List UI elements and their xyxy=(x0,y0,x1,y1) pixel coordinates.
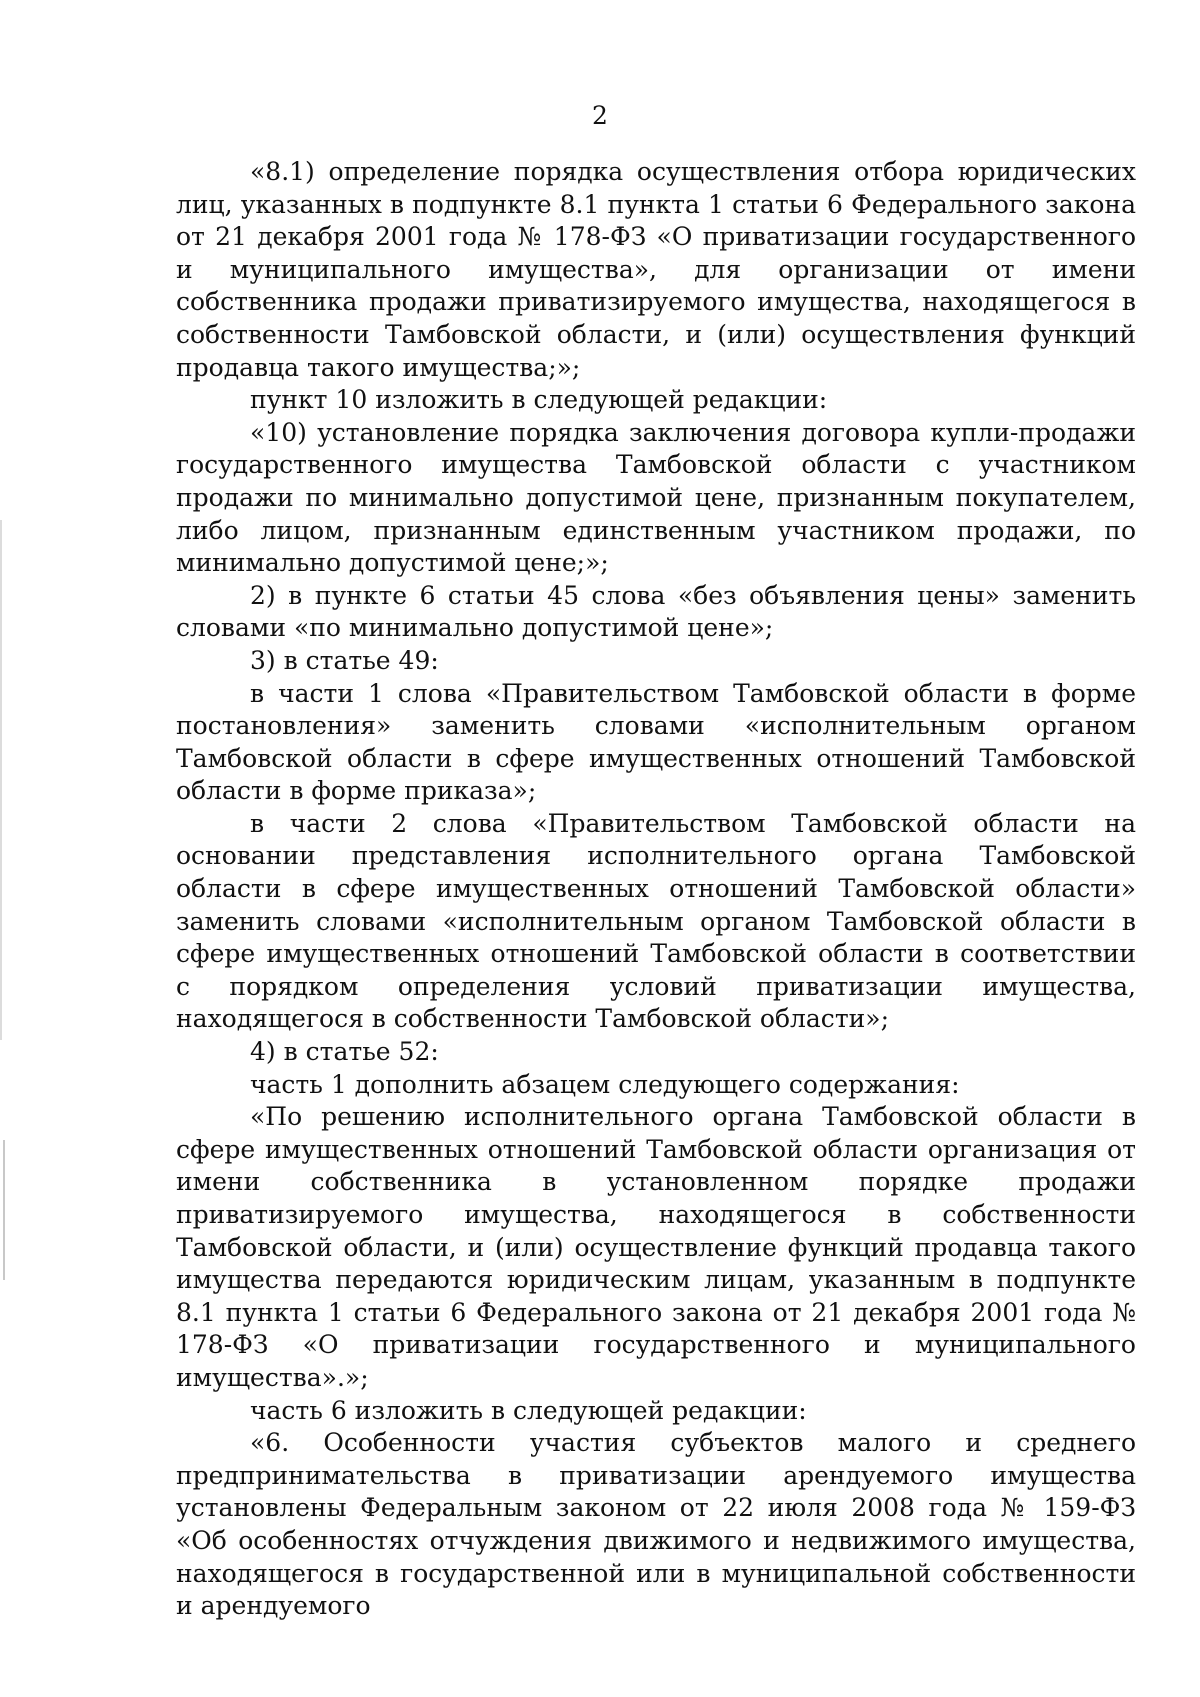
scan-edge-mark xyxy=(3,1140,5,1280)
paragraph: часть 6 изложить в следующей редакции: xyxy=(250,1395,807,1425)
document-body xyxy=(176,156,1136,1623)
paragraph: «10) установление порядка заключения договора купли-продажи государственного имущества Тамбовской области с участником продажи по минимально допустимой цене, признанным покупателем, либо лицом, признанным единственным участником продажи, по минимально допустимой цене;»; xyxy=(176,417,1136,578)
paragraph: часть 1 дополнить абзацем следующего содержания: xyxy=(250,1069,960,1099)
page-number: 2 xyxy=(592,101,608,130)
paragraph: «6. Особенности участия субъектов малого и среднего предпринимательства в приватизации арендуемого имущества установлены Федеральным законом от 22 июля 2008 года № 159-ФЗ «Об особенностях отчуждения движимого и недвижимого имущества, находящегося в государственной или в муниципальной собственности и арендуемого xyxy=(176,1428,1136,1621)
paragraph: пункт 10 изложить в следующей редакции: xyxy=(250,385,828,415)
paragraph: в части 2 слова «Правительством Тамбовской области на основании представления исполнительного органа Тамбовской области в сфере имущественных отношений Тамбовской области» заменить словами «исполнительным органом Тамбовской области в сфере имущественных отношений Тамбовской области в соответствии с порядком определения условий приватизации имущества, находящегося в собственности Тамбовской области»; xyxy=(176,808,1136,1034)
scan-edge-mark xyxy=(0,520,2,1040)
paragraph: «По решению исполнительного органа Тамбовской области в сфере имущественных отношений Тамбовской области организация от имени собственника в установленном порядке продажи приватизируемого имущества, находящегося в собственности Тамбовской области, и (или) осуществление функций продавца такого имущества передаются юридическим лицам, указанным в подпункте 8.1 пункта 1 статьи 6 Федерального закона от 21 декабря 2001 года № 178-ФЗ «О приватизации государственного и муниципального имущества».»; xyxy=(176,1102,1136,1392)
paragraph: в части 1 слова «Правительством Тамбовской области в форме постановления» заменить словами «исполнительным органом Тамбовской области в сфере имущественных отношений Тамбовской области в форме приказа»; xyxy=(176,678,1136,806)
paragraph: 2) в пункте 6 статьи 45 слова «без объявления цены» заменить словами «по минимально допустимой цене»; xyxy=(176,580,1136,643)
paragraph: 4) в статье 52: xyxy=(250,1037,439,1067)
paragraph: «8.1) определение порядка осуществления отбора юридических лиц, указанных в подпункте 8.1 пункта 1 статьи 6 Федерального закона от 21 декабря 2001 года № 178-ФЗ «О приватизации государственного и муниципального имущества», для организации от имени собственника продажи приватизируемого имущества, находящегося в собственности Тамбовской области, и (или) осуществления функций продавца такого имущества;»; xyxy=(176,157,1136,382)
paragraph: 3) в статье 49: xyxy=(250,645,439,675)
